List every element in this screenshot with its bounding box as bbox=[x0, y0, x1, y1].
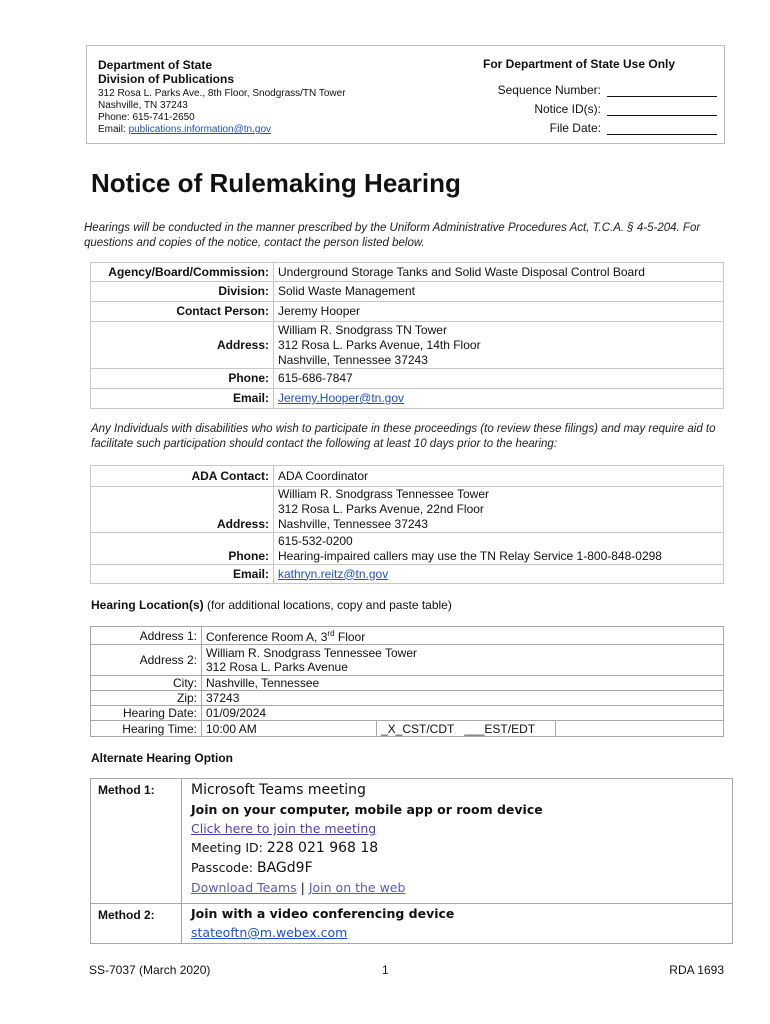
ada-contact-label: ADA Contact: bbox=[91, 466, 274, 487]
contact-value: Jeremy Hooper bbox=[274, 302, 724, 322]
city-label: City: bbox=[91, 676, 202, 691]
form-number: SS-7037 (March 2020) bbox=[89, 963, 211, 977]
address1-value: Conference Room A, 3rd Floor bbox=[202, 627, 724, 645]
contact-email-link[interactable]: Jeremy.Hooper@tn.gov bbox=[278, 391, 405, 405]
contact-label: Contact Person: bbox=[91, 302, 274, 322]
dept-city: Nashville, TN 37243 bbox=[98, 100, 188, 111]
email-label: Email: bbox=[91, 389, 274, 409]
division-name: Division of Publications bbox=[98, 72, 235, 86]
time-label: Hearing Time: bbox=[91, 721, 202, 737]
phone-value: 615-686-7847 bbox=[274, 369, 724, 389]
page-number: 1 bbox=[382, 963, 389, 977]
division-value: Solid Waste Management bbox=[274, 282, 724, 302]
header-box bbox=[86, 45, 725, 144]
address2-value: William R. Snodgrass Tennessee Tower 312 Rosa L. Parks Avenue bbox=[202, 645, 724, 676]
join-device-line: Join on your computer, mobile app or room device bbox=[191, 802, 543, 817]
hearing-heading: Hearing Location(s) (for additional locations, copy and paste table) bbox=[91, 598, 452, 612]
agency-label: Agency/Board/Commission: bbox=[91, 263, 274, 282]
use-only-label: For Department of State Use Only bbox=[483, 57, 676, 71]
email-label: Email: bbox=[98, 124, 129, 135]
date-value: 01/09/2024 bbox=[202, 706, 724, 721]
ada-note: Any Individuals with disabilities who wish to participate in these proceedings (to review these filings) and may require aid to facilitate such participation should contact the following at least 10 days prior to the hearing: bbox=[91, 423, 716, 450]
method1-label: Method 1: bbox=[91, 779, 182, 904]
timezone-options bbox=[377, 721, 556, 737]
dept-name: Department of State bbox=[98, 58, 213, 72]
dept-phone: Phone: 615-741-2650 bbox=[98, 112, 195, 123]
join-meeting-link[interactable]: Click here to join the meeting bbox=[191, 821, 377, 836]
rda-number: RDA 1693 bbox=[669, 963, 724, 977]
address1-label: Address 1: bbox=[91, 627, 202, 645]
join-web-link[interactable]: Join on the web bbox=[308, 880, 406, 895]
ada-address-label: Address: bbox=[91, 487, 274, 533]
agency-table bbox=[90, 262, 724, 409]
zip-label: Zip: bbox=[91, 691, 202, 706]
dept-email-line bbox=[98, 124, 271, 136]
cst-option: _X_CST/CDT bbox=[381, 721, 455, 736]
download-teams-link[interactable]: Download Teams bbox=[191, 880, 297, 895]
teams-title: Microsoft Teams meeting bbox=[191, 782, 366, 798]
dept-email-link[interactable]: publications.information@tn.gov bbox=[128, 124, 272, 135]
ada-email-cell bbox=[274, 565, 724, 584]
zip-value: 37243 bbox=[202, 691, 724, 706]
ada-phone-label: Phone: bbox=[91, 533, 274, 565]
address-label: Address: bbox=[91, 322, 274, 369]
hearing-table bbox=[90, 626, 724, 737]
agency-value: Underground Storage Tanks and Solid Waste Disposal Control Board bbox=[274, 263, 724, 282]
file-date-field: File Date: bbox=[550, 121, 717, 135]
intro-text: Hearings will be conducted in the manner prescribed by the Uniform Administrative Procedures Act, T.C.A. § 4-5-204. For questions and copies of the notice, contact the person listed below. bbox=[84, 222, 701, 249]
method2-details bbox=[182, 904, 733, 944]
address-value: William R. Snodgrass TN Tower 312 Rosa L. Parks Avenue, 14th Floor Nashville, Tennessee 37243 bbox=[274, 322, 724, 369]
ada-phone-value: 615-532-0200 Hearing-impaired callers may use the TN Relay Service 1-800-848-0298 bbox=[274, 533, 724, 565]
method1-details: Microsoft Teams meeting Join on your computer, mobile app or room device Click here to join the meeting Meeting ID: 228 021 968 18 Passcode: BAGd9F Download Teams | Join on the web bbox=[182, 779, 733, 904]
division-label: Division: bbox=[91, 282, 274, 302]
ada-email-link[interactable]: kathryn.reitz@tn.gov bbox=[278, 566, 389, 581]
dept-address: 312 Rosa L. Parks Ave., 8th Floor, Snodgrass/TN Tower bbox=[98, 88, 346, 99]
ada-table bbox=[90, 465, 724, 584]
meeting-id: Meeting ID: 228 021 968 18 bbox=[191, 840, 379, 856]
ada-email-label: Email: bbox=[91, 565, 274, 584]
ada-contact-value: ADA Coordinator bbox=[274, 466, 724, 487]
est-option: ___EST/EDT bbox=[464, 721, 536, 736]
video-device-line: Join with a video conferencing device bbox=[191, 906, 455, 921]
email-cell bbox=[274, 389, 724, 409]
page-title: Notice of Rulemaking Hearing bbox=[91, 168, 461, 198]
address2-label: Address 2: bbox=[91, 645, 202, 676]
phone-label: Phone: bbox=[91, 369, 274, 389]
time-value: 10:00 AM bbox=[202, 721, 377, 737]
alternate-heading: Alternate Hearing Option bbox=[91, 751, 234, 765]
webex-link[interactable]: stateoftn@m.webex.com bbox=[191, 925, 348, 940]
date-label: Hearing Date: bbox=[91, 706, 202, 721]
method2-label: Method 2: bbox=[91, 904, 182, 944]
alternate-table bbox=[90, 778, 733, 944]
city-value: Nashville, Tennessee bbox=[202, 676, 724, 691]
sequence-number-field: Sequence Number: bbox=[498, 83, 717, 97]
ada-address-value: William R. Snodgrass Tennessee Tower 312 Rosa L. Parks Avenue, 22nd Floor Nashville, Tennessee 37243 bbox=[274, 487, 724, 533]
notice-id-field: Notice ID(s): bbox=[534, 102, 717, 116]
passcode: Passcode: BAGd9F bbox=[191, 860, 313, 876]
